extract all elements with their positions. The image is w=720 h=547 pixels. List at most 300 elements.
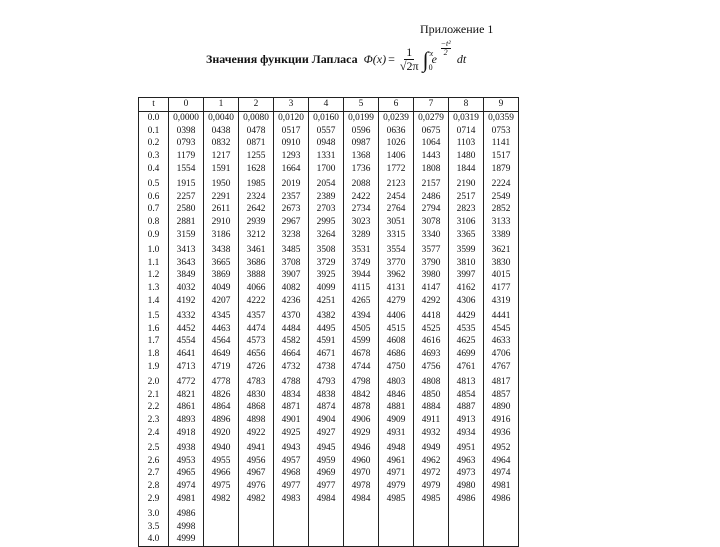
value-cell: 4484	[274, 323, 309, 336]
value-cell: 4943	[274, 440, 309, 455]
value-cell: 3051	[379, 216, 414, 229]
value-cell: 4878	[344, 401, 379, 414]
table-row	[139, 308, 519, 323]
value-cell: 3925	[309, 269, 344, 282]
value-cell: 3023	[344, 216, 379, 229]
value-cell: 3264	[309, 229, 344, 242]
value-cell: 1879	[484, 163, 519, 176]
value-cell: 4980	[449, 480, 484, 493]
value-cell: 3289	[344, 229, 379, 242]
row-label-cell: 0.9	[139, 229, 169, 242]
value-cell	[449, 521, 484, 534]
value-cell: 4830	[239, 389, 274, 402]
row-label-cell: 2.6	[139, 455, 169, 468]
table-row	[139, 176, 519, 191]
value-cell: 4616	[414, 335, 449, 348]
value-cell: 0,0040	[204, 111, 239, 124]
value-cell: 4842	[344, 389, 379, 402]
row-label-cell: 0.2	[139, 137, 169, 150]
table-row	[139, 295, 519, 308]
value-cell: 2852	[484, 203, 519, 216]
header-cell-1: 1	[204, 98, 239, 112]
row-label-cell: 1.9	[139, 361, 169, 374]
value-cell: 4927	[309, 427, 344, 440]
value-cell: 0987	[344, 137, 379, 150]
value-cell: 4222	[239, 295, 274, 308]
value-cell: 4951	[449, 440, 484, 455]
value-cell: 0596	[344, 125, 379, 138]
value-cell: 4370	[274, 308, 309, 323]
value-cell: 4969	[309, 467, 344, 480]
value-cell: 4793	[309, 374, 344, 389]
integral-upper-limit: x	[429, 48, 434, 58]
value-cell: 4946	[344, 440, 379, 455]
value-cell: 4761	[449, 361, 484, 374]
value-cell: 4984	[309, 493, 344, 506]
table-row	[139, 335, 519, 348]
value-cell: 4066	[239, 282, 274, 295]
value-cell: 4686	[379, 348, 414, 361]
value-cell: 4641	[169, 348, 204, 361]
value-cell: 4664	[274, 348, 309, 361]
value-cell: 4911	[414, 414, 449, 427]
value-cell: 4834	[274, 389, 309, 402]
value-cell: 2881	[169, 216, 204, 229]
table-row	[139, 467, 519, 480]
value-cell: 1103	[449, 137, 484, 150]
value-cell: 1443	[414, 150, 449, 163]
value-cell: 4971	[379, 467, 414, 480]
exp-power-denominator: 2	[443, 48, 448, 57]
value-cell: 3599	[449, 242, 484, 257]
row-label-cell: 2.8	[139, 480, 169, 493]
value-cell: 0675	[414, 125, 449, 138]
value-cell: 3962	[379, 269, 414, 282]
value-cell: 4564	[204, 335, 239, 348]
value-cell: 4979	[414, 480, 449, 493]
formula-dt: dt	[456, 52, 467, 66]
value-cell: 2673	[274, 203, 309, 216]
value-cell: 0,0279	[414, 111, 449, 124]
value-cell: 4945	[309, 440, 344, 455]
value-cell	[344, 521, 379, 534]
value-cell: 1664	[274, 163, 309, 176]
value-cell: 4032	[169, 282, 204, 295]
value-cell: 4890	[484, 401, 519, 414]
value-cell: 2517	[449, 191, 484, 204]
table-title	[206, 39, 467, 73]
value-cell	[204, 521, 239, 534]
value-cell: 1591	[204, 163, 239, 176]
table-row	[139, 111, 519, 124]
value-cell: 4962	[414, 455, 449, 468]
value-cell: 4906	[344, 414, 379, 427]
row-label-cell: 1.4	[139, 295, 169, 308]
integral-lower-limit: 0	[428, 62, 433, 72]
value-cell: 3340	[414, 229, 449, 242]
value-cell: 4972	[414, 467, 449, 480]
value-cell: 3133	[484, 216, 519, 229]
value-cell: 3830	[484, 257, 519, 270]
value-cell: 3665	[204, 257, 239, 270]
value-cell: 4909	[379, 414, 414, 427]
value-cell: 0557	[309, 125, 344, 138]
value-cell: 4656	[239, 348, 274, 361]
table-row	[139, 137, 519, 150]
row-label-cell: 0.3	[139, 150, 169, 163]
value-cell: 4756	[414, 361, 449, 374]
formula-phi: Φ(x)	[363, 52, 387, 66]
value-cell: 2580	[169, 203, 204, 216]
value-cell: 4904	[309, 414, 344, 427]
value-cell: 4798	[344, 374, 379, 389]
value-cell: 4854	[449, 389, 484, 402]
value-cell: 4162	[449, 282, 484, 295]
value-cell: 3365	[449, 229, 484, 242]
value-cell: 0832	[204, 137, 239, 150]
value-cell: 4920	[204, 427, 239, 440]
value-cell: 4783	[239, 374, 274, 389]
value-cell: 4147	[414, 282, 449, 295]
table-row	[139, 521, 519, 534]
value-cell: 4959	[309, 455, 344, 468]
table-row	[139, 216, 519, 229]
value-cell: 4554	[169, 335, 204, 348]
value-cell	[274, 521, 309, 534]
value-cell: 2224	[484, 176, 519, 191]
fraction-denominator: √2π	[399, 59, 419, 73]
row-label-cell: 1.2	[139, 269, 169, 282]
value-cell: 1406	[379, 150, 414, 163]
value-cell: 1628	[239, 163, 274, 176]
value-cell: 4963	[449, 455, 484, 468]
table-header-row	[139, 98, 519, 112]
value-cell: 3531	[344, 242, 379, 257]
header-cell-6: 6	[379, 98, 414, 112]
value-cell: 4893	[169, 414, 204, 427]
value-cell: 3643	[169, 257, 204, 270]
title-text: Значения функции Лапласа	[206, 52, 358, 66]
value-cell: 3686	[239, 257, 274, 270]
value-cell: 3438	[204, 242, 239, 257]
value-cell: 4772	[169, 374, 204, 389]
value-cell: 0,0120	[274, 111, 309, 124]
value-cell: 4857	[484, 389, 519, 402]
value-cell	[484, 521, 519, 534]
table-row	[139, 125, 519, 138]
row-label-cell: 2.0	[139, 374, 169, 389]
row-label-cell: 0.4	[139, 163, 169, 176]
value-cell: 2123	[379, 176, 414, 191]
value-cell: 3238	[274, 229, 309, 242]
value-cell: 4192	[169, 295, 204, 308]
value-cell: 1293	[274, 150, 309, 163]
row-label-cell: 0.1	[139, 125, 169, 138]
value-cell: 4941	[239, 440, 274, 455]
value-cell: 1141	[484, 137, 519, 150]
row-label-cell: 3.0	[139, 506, 169, 521]
value-cell: 4913	[449, 414, 484, 427]
value-cell: 4505	[344, 323, 379, 336]
value-cell: 4345	[204, 308, 239, 323]
value-cell: 1700	[309, 163, 344, 176]
value-cell: 2823	[449, 203, 484, 216]
value-cell: 4292	[414, 295, 449, 308]
value-cell: 2764	[379, 203, 414, 216]
value-cell: 3485	[274, 242, 309, 257]
value-cell: 4846	[379, 389, 414, 402]
value-cell: 4131	[379, 282, 414, 295]
value-cell: 4871	[274, 401, 309, 414]
row-label-cell: 0.6	[139, 191, 169, 204]
value-cell: 0438	[204, 125, 239, 138]
row-label-cell: 1.7	[139, 335, 169, 348]
value-cell: 1026	[379, 137, 414, 150]
value-cell: 3078	[414, 216, 449, 229]
value-cell: 4986	[169, 506, 204, 521]
value-cell: 3790	[414, 257, 449, 270]
value-cell: 4808	[414, 374, 449, 389]
row-label-cell: 2.3	[139, 414, 169, 427]
value-cell	[274, 506, 309, 521]
value-cell: 4931	[379, 427, 414, 440]
header-cell-5: 5	[344, 98, 379, 112]
row-label-cell: 0.7	[139, 203, 169, 216]
value-cell: 4981	[169, 493, 204, 506]
value-cell: 4726	[239, 361, 274, 374]
header-cell-9: 9	[484, 98, 519, 112]
table-row	[139, 269, 519, 282]
value-cell: 4236	[274, 295, 309, 308]
value-cell: 4582	[274, 335, 309, 348]
value-cell	[239, 506, 274, 521]
row-label-cell: 2.1	[139, 389, 169, 402]
value-cell: 4960	[344, 455, 379, 468]
value-cell: 4649	[204, 348, 239, 361]
value-cell: 4976	[239, 480, 274, 493]
value-cell: 0,0160	[309, 111, 344, 124]
header-cell-7: 7	[414, 98, 449, 112]
table-row	[139, 401, 519, 414]
value-cell: 1217	[204, 150, 239, 163]
exponential	[431, 39, 451, 67]
header-cell-2: 2	[239, 98, 274, 112]
table-row	[139, 282, 519, 295]
row-label-cell: 0.5	[139, 176, 169, 191]
value-cell: 4633	[484, 335, 519, 348]
value-cell: 4916	[484, 414, 519, 427]
header-cell-4: 4	[309, 98, 344, 112]
value-cell: 2190	[449, 176, 484, 191]
value-cell: 3749	[344, 257, 379, 270]
value-cell: 4357	[239, 308, 274, 323]
value-cell: 3770	[379, 257, 414, 270]
value-cell: 4813	[449, 374, 484, 389]
value-cell: 2910	[204, 216, 239, 229]
value-cell: 3413	[169, 242, 204, 257]
value-cell: 2088	[344, 176, 379, 191]
value-cell: 2019	[274, 176, 309, 191]
value-cell: 4699	[449, 348, 484, 361]
value-cell: 4922	[239, 427, 274, 440]
value-cell: 3554	[379, 242, 414, 257]
value-cell: 4382	[309, 308, 344, 323]
table-row	[139, 229, 519, 242]
value-cell: 2054	[309, 176, 344, 191]
exp-power	[441, 40, 451, 57]
table-row	[139, 242, 519, 257]
value-cell: 4115	[344, 282, 379, 295]
value-cell: 4732	[274, 361, 309, 374]
value-cell: 4948	[379, 440, 414, 455]
value-cell: 4956	[239, 455, 274, 468]
value-cell: 4495	[309, 323, 344, 336]
value-cell: 4713	[169, 361, 204, 374]
value-cell: 4918	[169, 427, 204, 440]
value-cell: 4896	[204, 414, 239, 427]
value-cell: 2995	[309, 216, 344, 229]
value-cell: 4821	[169, 389, 204, 402]
value-cell: 3888	[239, 269, 274, 282]
value-cell: 2486	[414, 191, 449, 204]
value-cell: 4966	[204, 467, 239, 480]
value-cell: 3212	[239, 229, 274, 242]
value-cell: 2324	[239, 191, 274, 204]
value-cell: 0,0319	[449, 111, 484, 124]
row-label-cell: 2.7	[139, 467, 169, 480]
value-cell: 4967	[239, 467, 274, 480]
value-cell: 4207	[204, 295, 239, 308]
header-cell-0: 0	[169, 98, 204, 112]
value-cell: 4265	[344, 295, 379, 308]
value-cell: 2611	[204, 203, 239, 216]
value-cell: 4925	[274, 427, 309, 440]
value-cell: 0948	[309, 137, 344, 150]
value-cell: 4738	[309, 361, 344, 374]
value-cell: 3997	[449, 269, 484, 282]
value-cell: 4332	[169, 308, 204, 323]
integral-sign: ∫ x 0	[423, 49, 429, 71]
value-cell: 2967	[274, 216, 309, 229]
header-cell-3: 3	[274, 98, 309, 112]
value-cell: 4306	[449, 295, 484, 308]
value-cell	[239, 521, 274, 534]
value-cell	[414, 521, 449, 534]
value-cell: 4881	[379, 401, 414, 414]
value-cell: 4678	[344, 348, 379, 361]
value-cell: 4887	[449, 401, 484, 414]
value-cell: 4985	[414, 493, 449, 506]
value-cell: 4599	[344, 335, 379, 348]
table-row	[139, 163, 519, 176]
value-cell: 4979	[379, 480, 414, 493]
value-cell: 4934	[449, 427, 484, 440]
table-row	[139, 203, 519, 216]
value-cell: 4573	[239, 335, 274, 348]
value-cell: 4778	[204, 374, 239, 389]
value-cell: 4535	[449, 323, 484, 336]
value-cell: 4936	[484, 427, 519, 440]
value-cell: 0,0080	[239, 111, 274, 124]
table-row	[139, 480, 519, 493]
row-label-cell: 0.8	[139, 216, 169, 229]
row-label-cell: 3.5	[139, 521, 169, 534]
value-cell: 0871	[239, 137, 274, 150]
value-cell: 4973	[449, 467, 484, 480]
value-cell: 2257	[169, 191, 204, 204]
value-cell: 4591	[309, 335, 344, 348]
table-row	[139, 257, 519, 270]
value-cell: 4788	[274, 374, 309, 389]
value-cell: 2703	[309, 203, 344, 216]
value-cell: 4251	[309, 295, 344, 308]
value-cell: 4940	[204, 440, 239, 455]
value-cell: 3389	[484, 229, 519, 242]
value-cell: 0,0359	[484, 111, 519, 124]
table-row	[139, 440, 519, 455]
value-cell: 4898	[239, 414, 274, 427]
value-cell: 1772	[379, 163, 414, 176]
value-cell: 4817	[484, 374, 519, 389]
value-cell: 3159	[169, 229, 204, 242]
table-row	[139, 361, 519, 374]
appendix-label: Приложение 1	[420, 22, 494, 36]
value-cell: 1517	[484, 150, 519, 163]
value-cell: 4974	[169, 480, 204, 493]
value-cell	[309, 506, 344, 521]
value-cell: 3708	[274, 257, 309, 270]
table-row	[139, 389, 519, 402]
value-cell: 0398	[169, 125, 204, 138]
table-row	[139, 150, 519, 163]
value-cell: 0714	[449, 125, 484, 138]
header-cell-t: t	[139, 98, 169, 112]
value-cell: 4838	[309, 389, 344, 402]
value-cell: 4803	[379, 374, 414, 389]
value-cell: 4082	[274, 282, 309, 295]
value-cell: 0793	[169, 137, 204, 150]
row-label-cell: 1.5	[139, 308, 169, 323]
value-cell	[414, 506, 449, 521]
value-cell: 4608	[379, 335, 414, 348]
table-row	[139, 414, 519, 427]
value-cell: 4957	[274, 455, 309, 468]
value-cell: 4671	[309, 348, 344, 361]
value-cell: 2939	[239, 216, 274, 229]
formula-fraction	[400, 46, 419, 73]
value-cell: 0517	[274, 125, 309, 138]
table-row	[139, 374, 519, 389]
value-cell: 1331	[309, 150, 344, 163]
value-cell: 4099	[309, 282, 344, 295]
value-cell: 4463	[204, 323, 239, 336]
value-cell: 4279	[379, 295, 414, 308]
value-cell: 3729	[309, 257, 344, 270]
value-cell: 4874	[309, 401, 344, 414]
value-cell: 4719	[204, 361, 239, 374]
value-cell: 4706	[484, 348, 519, 361]
value-cell: 3106	[449, 216, 484, 229]
value-cell: 4693	[414, 348, 449, 361]
value-cell: 4515	[379, 323, 414, 336]
value-cell	[309, 521, 344, 534]
value-cell: 0910	[274, 137, 309, 150]
laplace-table	[138, 97, 519, 547]
value-cell: 4985	[379, 493, 414, 506]
value-cell: 0636	[379, 125, 414, 138]
fraction-numerator: 1	[406, 45, 413, 59]
value-cell: 4983	[274, 493, 309, 506]
